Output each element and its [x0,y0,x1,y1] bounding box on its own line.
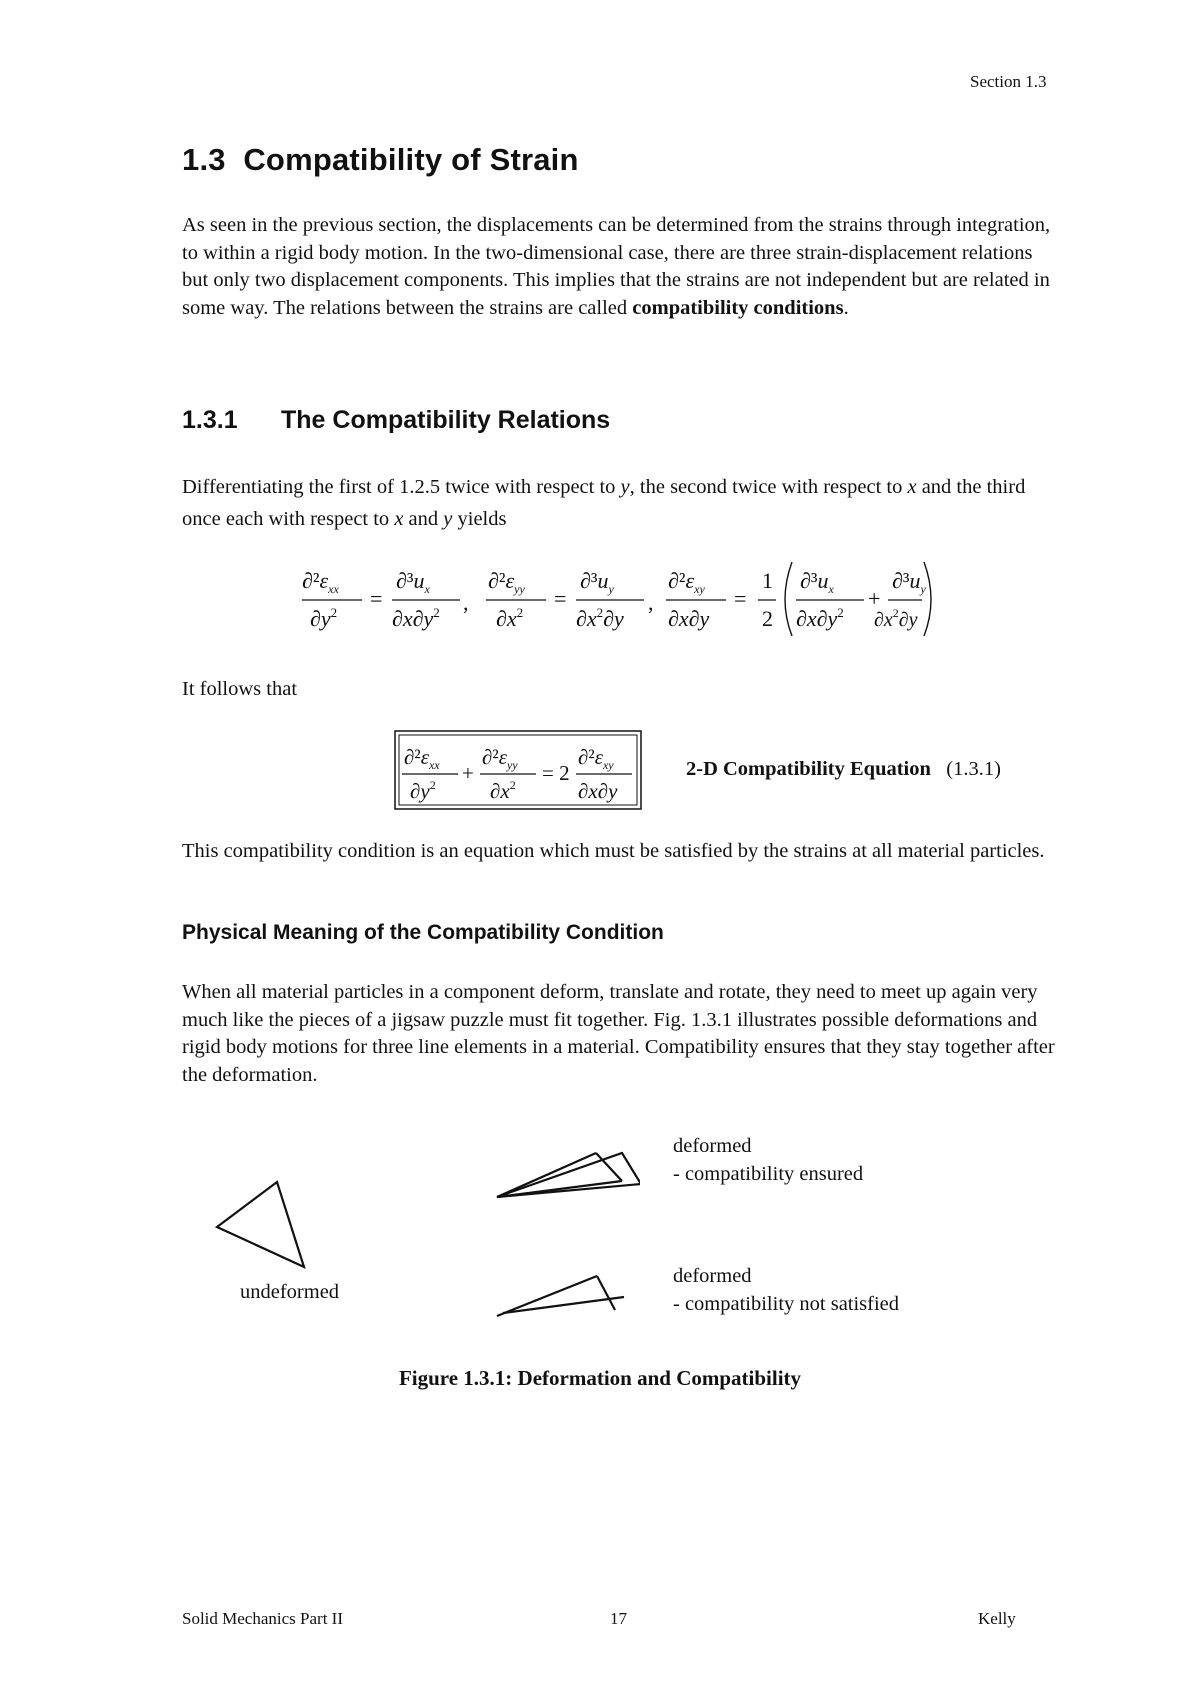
svg-text:∂³ux: $\partial^3u_x$ [800,568,834,596]
running-header: Section 1.3 [970,72,1047,91]
section-title-text: Compatibility of Strain [243,142,579,177]
svg-text:∂²εxy: $\partial^2\varepsilon_{xy}$ [668,568,705,596]
svg-text:,: , [648,590,654,615]
svg-text:∂x2: $\partial x^2$ [496,605,524,631]
svg-text:=: = [734,586,747,611]
svg-text:1: 1 [762,568,773,593]
diff-text-3: and the third once each with respect to [182,476,1026,530]
intro-bold-term: compatibility conditions [632,296,844,319]
diff-var-x: x [907,476,917,498]
deformed-incompatible-line2: - compatibility not satisfied [673,1293,900,1315]
deformed-incompatible-edge-1 [497,1276,597,1316]
diff-var-y2: y [443,508,453,530]
derivative-equations [300,556,940,636]
deformation-figure [200,1140,640,1340]
deformed-compatible-triangle [497,1153,640,1197]
svg-text:∂²εxx: $\partial^2\varepsilon_{xx}$ [302,568,339,596]
svg-text:∂³uy: $\partial^3u_y$ [580,568,614,596]
subsection-heading [182,406,610,435]
page-number: 17 [610,1609,627,1628]
svg-text:∂x2: $\partial x^2$ [490,778,516,803]
diff-var-x2: x [394,508,404,530]
subsection-title: The Compatibility Relations [281,406,611,434]
svg-text:∂x∂y: ∂x∂y [578,779,618,803]
deformed-compatible-label [673,1132,863,1188]
diff-text-4: yields [452,508,507,530]
deformed-incompatible-label [673,1262,899,1318]
deformed-incompatible-edge-2 [597,1276,615,1310]
diff-text-1: Differentiating the first of 1.2.5 twice with respect to [182,476,621,498]
svg-text:,: , [463,590,469,615]
svg-text:∂²εyy: $\partial^2\varepsilon_{yy}$ [482,745,518,772]
svg-text:∂x∂y2: $\partial x\partial y^2$ [796,605,844,631]
section-number: 1.3 [182,142,226,177]
svg-text:∂²εxx: $\partial^2\varepsilon_{xx}$ [404,745,440,772]
equation-name: 2-D Compatibility Equation [686,758,931,780]
svg-text:+: + [462,761,474,785]
deformed-incompatible-edge-3 [503,1297,624,1313]
subsection-number: 1.3.1 [182,406,238,434]
svg-text:∂x∂y2: $\partial x\partial y^2$ [392,605,440,631]
physical-meaning-paragraph: When all material particles in a component deform, translate and rotate, they need to meet up again very much like the pieces of a jigsaw puzzle must fit together. Fig. 1.3.1 illustrates possible deformations and rigid body motions for three line elements in a material. Compatibility ensures that they stay together after the deformation. [182,981,1055,1086]
compatibility-equation-box [394,730,644,812]
svg-text:2: 2 [762,606,773,631]
diff-and: and [403,508,444,530]
diff-text-2: , the second twice with respect to [629,476,908,498]
footer-left: Solid Mechanics Part II [182,1609,343,1628]
differentiating-paragraph [182,471,1062,535]
deformed-compatible-line2: - compatibility ensured [673,1163,864,1185]
section-title [182,142,579,178]
svg-text:∂²εxy: $\partial^2\varepsilon_{xy}$ [578,745,614,772]
svg-text:= 2: = 2 [542,761,570,785]
svg-text:∂²εyy: $\partial^2\varepsilon_{yy}$ [488,568,525,596]
physical-meaning-heading: Physical Meaning of the Compatibility Condition [182,921,664,944]
svg-text:∂³ux: $\partial^3u_x$ [396,568,430,596]
undeformed-triangle [217,1182,304,1267]
svg-text:=: = [370,586,383,611]
svg-text:∂x∂y: ∂x∂y [668,606,710,631]
svg-text:∂³uy: $\partial^3u_y$ [892,568,926,596]
footer-right: Kelly [978,1609,1016,1628]
follows-text: It follows that [182,678,298,700]
intro-paragraph [182,212,1062,322]
svg-text:+: + [868,586,881,611]
svg-text:=: = [554,586,567,611]
deformed-incompatible-line1: deformed [673,1265,752,1287]
intro-text-end: . [843,296,849,319]
condition-paragraph: This compatibility condition is an equation which must be satisfied by the strains at all material particles. [182,840,1045,862]
svg-text:∂y2: $\partial y^2$ [410,778,436,803]
intro-text: As seen in the previous section, the displacements can be determined from the strains through integration, to within a rigid body motion. In the two-dimensional case, there are three strain-displacement relations but only two displacement components. This implies that the strains are not independent but are related in some way. The relations between the strains are called [182,214,1051,319]
figure-caption: Figure 1.3.1: Deformation and Compatibility [398,1366,802,1390]
deformed-compatible-line1: deformed [673,1135,752,1157]
svg-text:∂x2∂y: $\partial x^2\partial y$ [576,605,624,631]
diff-var-y: y [620,476,630,498]
equation-number: (1.3.1) [946,758,1001,780]
equation-label [686,758,1001,781]
undeformed-label: undeformed [240,1281,340,1303]
svg-text:∂x2∂y: $\partial x^2\partial y$ [874,606,918,631]
svg-text:∂y2: $\partial y^2$ [310,605,338,631]
